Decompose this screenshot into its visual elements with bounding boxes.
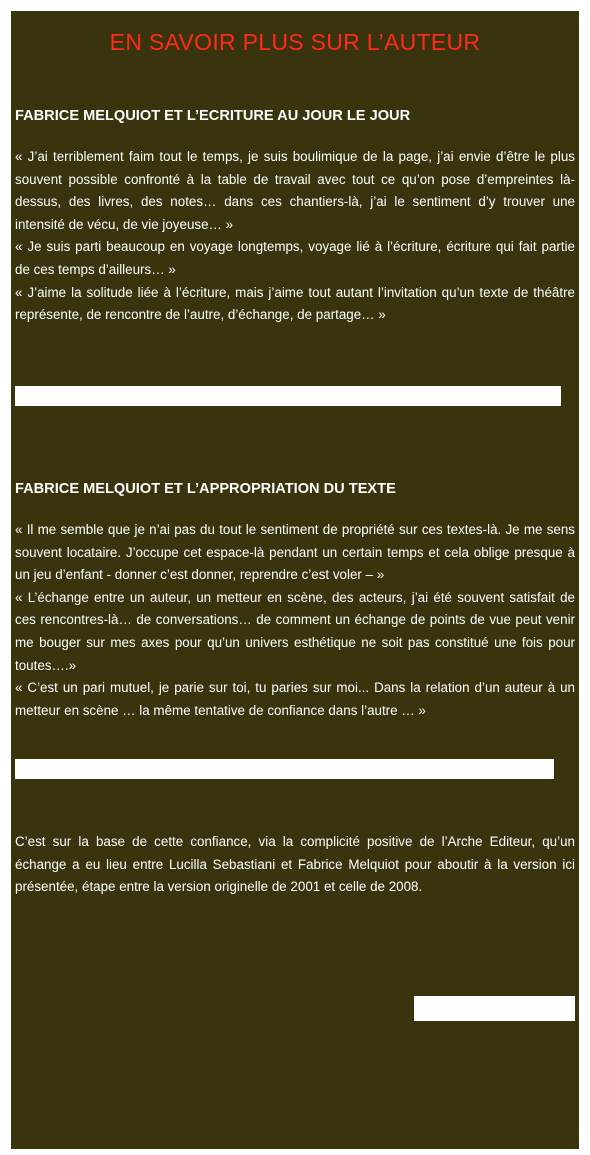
quote-mutual-bet: « C’est un pari mutuel, je parie sur toi, tu paries sur moi... Dans la relation d’un auteur à un metteur en scène … la même tentative de confiance dans l’autre … » bbox=[15, 680, 575, 718]
section-heading-writing: FABRICE MELQUIOT ET L’ECRITURE AU JOUR LE JOUR bbox=[15, 108, 411, 124]
quote-hunger: « J’ai terriblement faim tout le temps, je suis boulimique de la page, j’ai envie d’être le plus souvent possible confronté à la table de travail avec tout ce qu’on pose d’empreintes là-dessus, des livres, des notes… dans ces chantiers-là, j’ai le sentiment d’y trouver une intensité de vécu, de vie joyeuse… » bbox=[15, 149, 575, 232]
blank-bar bbox=[15, 386, 561, 406]
quote-ownership: « Il me semble que je n’ai pas du tout le sentiment de propriété sur ces textes-là. Je me sens souvent locataire. J’occupe cet espace-là pendant un certain temps et cela oblige presque à un jeu d’enfant - donner c’est donner, reprendre c’est voler – » bbox=[15, 522, 575, 583]
quote-travel: « Je suis parti beaucoup en voyage longtemps, voyage lié à l’écriture, écriture qui fait partie de ces temps d’ailleurs… » bbox=[15, 239, 575, 277]
quote-exchange: « L’échange entre un auteur, un metteur en scène, des acteurs, j’ai été souvent satisfait de ces rencontres-là… de conversations… de comment un échange de points de vue peut venir me bouger sur mes axes pour qu’un univers esthétique ne soit pas constitué une fois pour toutes….» bbox=[15, 589, 575, 673]
quote-solitude: « J’aime la solitude liée à l’écriture, mais j’aime tout autant l’invitation qu’un texte de théâtre représente, de rencontre de l’autre, d’échange, de partage… » bbox=[15, 284, 575, 323]
page-title: EN SAVOIR PLUS SUR L’AUTEUR bbox=[109, 29, 481, 55]
section-appropriation-text bbox=[15, 519, 575, 722]
section-writing-text bbox=[15, 146, 575, 327]
blank-bar bbox=[414, 996, 575, 1021]
closing-paragraph: C’est sur la base de cette confiance, via la complicité positive de l’Arche Editeur, qu’un échange a eu lieu entre Lucilla Sebastiani et Fabrice Melquiot pour aboutir à la version ici présentée, étape entre la version originelle de 2001 et celle de 2008. bbox=[15, 834, 575, 895]
section-heading-appropriation: FABRICE MELQUIOT ET L’APPROPRIATION DU TEXTE bbox=[15, 481, 396, 497]
blank-bar bbox=[15, 759, 554, 779]
content-panel bbox=[11, 11, 579, 1149]
